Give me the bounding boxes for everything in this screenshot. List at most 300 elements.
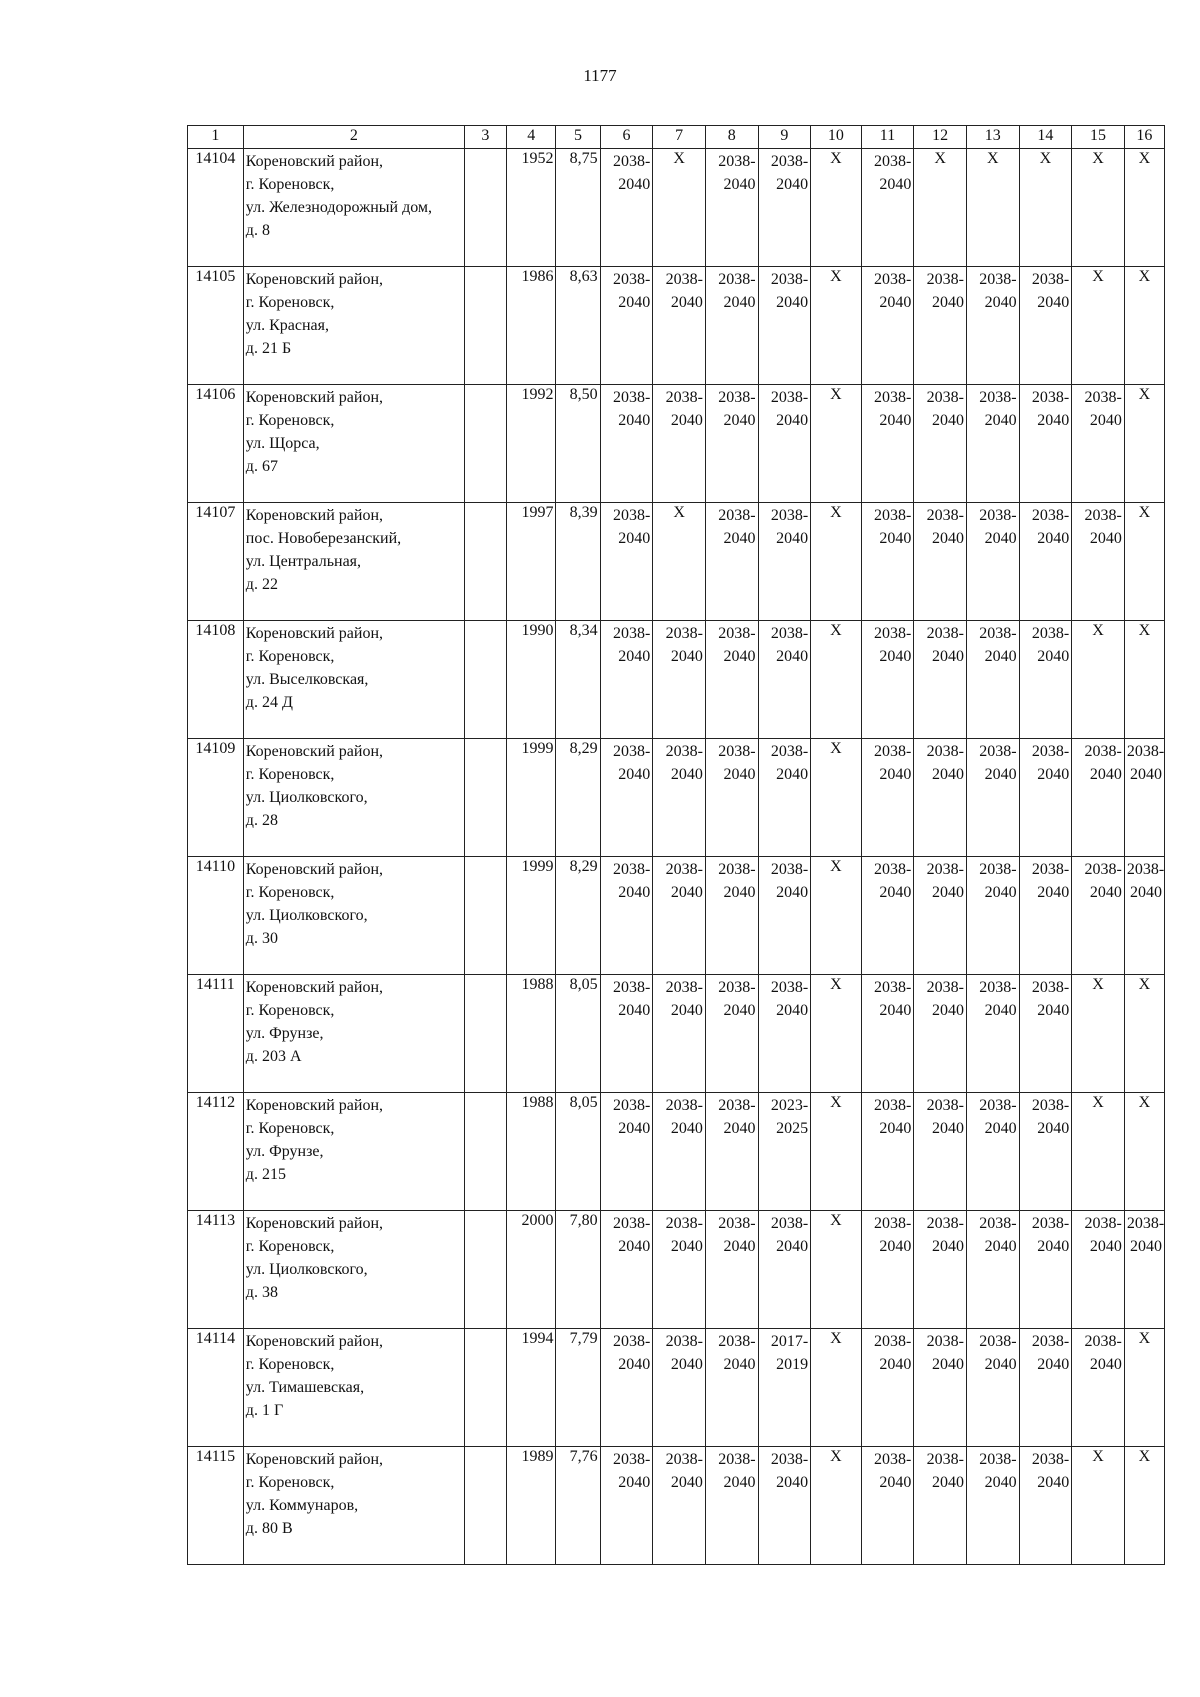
year-range-start: 2038- <box>770 861 809 878</box>
year-range-end: 2040 <box>1089 884 1122 901</box>
column-header: 8 <box>705 126 758 149</box>
year-range-cell <box>861 1447 914 1565</box>
year-range-cell <box>861 857 914 975</box>
year-range-cell <box>1072 503 1125 621</box>
year-range-end: 2040 <box>670 884 703 901</box>
value-cell: 8,75 <box>556 149 600 267</box>
year-range-end: 2040 <box>723 176 756 193</box>
year-range-cell <box>966 621 1019 739</box>
year-range-start: 2038- <box>665 389 703 406</box>
year-range-end: 2040 <box>879 530 912 547</box>
year-range-end: 2040 <box>1089 1238 1122 1255</box>
address-line: г. Кореновск, <box>245 648 335 665</box>
year-range-end: 2040 <box>1037 1002 1070 1019</box>
year-range-cell <box>600 385 653 503</box>
year-range-start: 2038- <box>1031 979 1070 996</box>
year-range-start: 2038- <box>770 625 809 642</box>
year-cell: 1999 <box>506 857 555 975</box>
address-line: Кореновский район, <box>245 1097 384 1114</box>
year-range-cell <box>1019 621 1072 739</box>
year-range-start: 2038- <box>979 1333 1017 1350</box>
year-range-cell <box>1019 267 1072 385</box>
year-range-end: 2040 <box>723 884 756 901</box>
year-range-end: 2040 <box>723 1356 756 1373</box>
row-id: 14107 <box>188 503 244 621</box>
year-range-start: 2038- <box>926 1097 964 1114</box>
address-line: д. 22 <box>245 576 278 593</box>
year-range-end: 2040 <box>1037 766 1070 783</box>
table-row <box>188 1093 1165 1211</box>
address-line: ул. Красная, <box>245 317 329 334</box>
address-cell <box>243 267 464 385</box>
year-range-cell <box>600 503 653 621</box>
year-range-cell <box>914 857 967 975</box>
year-range-end: 2040 <box>670 648 703 665</box>
x-cell: X <box>1124 503 1164 621</box>
x-cell: X <box>1124 621 1164 739</box>
year-range-start: 2038- <box>979 271 1017 288</box>
year-range-start: 2038- <box>612 743 651 760</box>
x-cell: X <box>1124 1329 1164 1447</box>
address-line: г. Кореновск, <box>245 294 335 311</box>
address-line: Кореновский район, <box>245 153 384 170</box>
year-range-cell <box>653 1093 706 1211</box>
year-range-start: 2038- <box>1031 861 1070 878</box>
address-line: ул. Фрунзе, <box>245 1025 324 1042</box>
year-range-cell <box>966 739 1019 857</box>
year-range-cell <box>914 739 967 857</box>
year-range-end: 2040 <box>931 648 964 665</box>
year-range-start: 2038- <box>979 1451 1017 1468</box>
value-cell: 7,79 <box>556 1329 600 1447</box>
year-range-end: 2040 <box>931 1002 964 1019</box>
year-range-cell <box>705 621 758 739</box>
year-range-start: 2038- <box>718 625 756 642</box>
address-line: г. Кореновск, <box>245 1002 335 1019</box>
year-range-cell <box>966 1093 1019 1211</box>
year-range-end: 2040 <box>1089 1356 1122 1373</box>
column-header: 14 <box>1019 126 1072 149</box>
year-range-cell <box>653 621 706 739</box>
year-range-cell <box>758 267 811 385</box>
year-range-end: 2040 <box>879 176 912 193</box>
address-cell <box>243 385 464 503</box>
year-range-cell <box>705 1329 758 1447</box>
year-range-end: 2040 <box>723 294 756 311</box>
year-range-cell <box>600 267 653 385</box>
year-range-cell <box>653 975 706 1093</box>
address-line: Кореновский район, <box>245 507 384 524</box>
year-range-end: 2040 <box>1037 530 1070 547</box>
year-range-cell <box>914 1093 967 1211</box>
year-range-end: 2040 <box>879 1474 912 1491</box>
year-range-end: 2040 <box>776 294 809 311</box>
year-cell: 1992 <box>506 385 555 503</box>
year-range-cell <box>705 267 758 385</box>
row-id: 14106 <box>188 385 244 503</box>
table-body <box>188 149 1165 1565</box>
year-range-end: 2040 <box>984 530 1017 547</box>
year-range-start: 2038- <box>718 861 756 878</box>
year-range-cell <box>758 1329 811 1447</box>
year-range-cell <box>861 503 914 621</box>
year-range-end: 2040 <box>879 294 912 311</box>
year-range-end: 2040 <box>1037 1474 1070 1491</box>
year-range-start: 2038- <box>1031 1333 1070 1350</box>
year-range-start: 2038- <box>612 389 651 406</box>
year-range-cell <box>914 267 967 385</box>
year-range-cell <box>705 975 758 1093</box>
year-range-end: 2040 <box>776 766 809 783</box>
address-line: Кореновский район, <box>245 625 384 642</box>
year-range-start: 2038- <box>926 743 964 760</box>
year-range-end: 2040 <box>1130 766 1162 783</box>
year-range-end: 2040 <box>776 412 809 429</box>
address-cell <box>243 857 464 975</box>
year-range-start: 2038- <box>1031 1215 1070 1232</box>
year-range-cell <box>966 857 1019 975</box>
year-range-end: 2040 <box>931 294 964 311</box>
year-range-start: 2038- <box>926 861 964 878</box>
year-range-start: 2038- <box>718 153 756 170</box>
year-range-start: 2038- <box>979 861 1017 878</box>
x-cell: X <box>1072 267 1125 385</box>
address-line: г. Кореновск, <box>245 884 335 901</box>
year-range-cell <box>653 857 706 975</box>
year-range-start: 2038- <box>770 271 809 288</box>
year-range-cell <box>1019 1447 1072 1565</box>
year-range-start: 2038- <box>926 271 964 288</box>
year-range-cell <box>705 857 758 975</box>
x-cell: X <box>811 857 862 975</box>
year-range-start: 2038- <box>1126 861 1165 878</box>
year-range-start: 2038- <box>1084 389 1122 406</box>
year-range-cell <box>600 1093 653 1211</box>
year-range-end: 2040 <box>984 766 1017 783</box>
x-cell: X <box>811 1211 862 1329</box>
year-cell: 1986 <box>506 267 555 385</box>
year-range-end: 2040 <box>879 1238 912 1255</box>
column-header: 10 <box>811 126 862 149</box>
year-range-cell <box>1072 1211 1125 1329</box>
year-range-end: 2040 <box>931 766 964 783</box>
year-range-start: 2038- <box>612 625 651 642</box>
year-range-start: 2038- <box>1031 271 1070 288</box>
year-cell: 1952 <box>506 149 555 267</box>
address-line: д. 21 Б <box>245 340 292 357</box>
year-cell: 2000 <box>506 1211 555 1329</box>
address-line: ул. Циолковского, <box>245 1261 368 1278</box>
year-range-start: 2038- <box>926 507 964 524</box>
x-cell: X <box>1072 975 1125 1093</box>
column-header: 13 <box>966 126 1019 149</box>
year-range-end: 2040 <box>984 1474 1017 1491</box>
year-range-end: 2040 <box>618 294 651 311</box>
value-cell: 8,50 <box>556 385 600 503</box>
year-range-start: 2038- <box>873 861 912 878</box>
year-range-cell <box>758 1447 811 1565</box>
year-range-end: 2040 <box>723 412 756 429</box>
year-range-end: 2040 <box>670 1356 703 1373</box>
year-range-end: 2040 <box>1037 294 1070 311</box>
x-cell: X <box>1124 385 1164 503</box>
table-row <box>188 621 1165 739</box>
year-range-start: 2038- <box>718 271 756 288</box>
year-range-end: 2040 <box>984 294 1017 311</box>
year-range-cell <box>600 1211 653 1329</box>
address-line: д. 30 <box>245 930 278 947</box>
value-cell: 8,39 <box>556 503 600 621</box>
year-range-start: 2038- <box>926 979 964 996</box>
year-cell: 1997 <box>506 503 555 621</box>
year-range-cell <box>914 1329 967 1447</box>
year-range-start: 2038- <box>979 979 1017 996</box>
x-cell: X <box>811 503 862 621</box>
x-cell: X <box>914 149 967 267</box>
year-range-end: 2040 <box>1089 766 1122 783</box>
year-range-end: 2040 <box>618 1238 651 1255</box>
year-range-end: 2040 <box>984 884 1017 901</box>
x-cell: X <box>1124 149 1164 267</box>
year-range-start: 2038- <box>665 1215 703 1232</box>
col3-cell <box>464 503 506 621</box>
x-cell: X <box>1019 149 1072 267</box>
year-range-start: 2038- <box>718 979 756 996</box>
year-range-end: 2040 <box>670 766 703 783</box>
year-range-start: 2038- <box>1126 743 1165 760</box>
column-header: 12 <box>914 126 967 149</box>
year-range-start: 2038- <box>873 979 912 996</box>
year-range-cell <box>914 975 967 1093</box>
year-range-start: 2038- <box>770 153 809 170</box>
year-range-cell <box>966 385 1019 503</box>
value-cell: 8,29 <box>556 739 600 857</box>
year-range-end: 2040 <box>931 412 964 429</box>
year-range-end: 2040 <box>618 1474 651 1491</box>
year-range-end: 2040 <box>931 1474 964 1491</box>
year-range-end: 2040 <box>776 1474 809 1491</box>
year-range-cell <box>705 1447 758 1565</box>
year-range-cell <box>1019 1093 1072 1211</box>
address-line: Кореновский район, <box>245 271 384 288</box>
year-range-start: 2038- <box>979 1215 1017 1232</box>
year-range-end: 2040 <box>1037 1120 1070 1137</box>
value-cell: 7,80 <box>556 1211 600 1329</box>
year-range-start: 2038- <box>770 1215 809 1232</box>
year-range-start: 2038- <box>1084 1333 1122 1350</box>
address-line: г. Кореновск, <box>245 1120 335 1137</box>
year-range-start: 2038- <box>1031 1451 1070 1468</box>
year-range-end: 2040 <box>723 1120 756 1137</box>
year-range-end: 2040 <box>931 1120 964 1137</box>
year-range-end: 2019 <box>776 1356 809 1373</box>
column-header: 3 <box>464 126 506 149</box>
year-range-cell <box>861 621 914 739</box>
address-cell <box>243 1093 464 1211</box>
year-range-cell <box>861 1329 914 1447</box>
row-id: 14113 <box>188 1211 244 1329</box>
row-id: 14112 <box>188 1093 244 1211</box>
column-header: 16 <box>1124 126 1164 149</box>
table-row <box>188 385 1165 503</box>
year-range-start: 2038- <box>1084 1215 1122 1232</box>
x-cell: X <box>966 149 1019 267</box>
year-range-start: 2038- <box>1084 743 1122 760</box>
data-table <box>187 125 1165 1565</box>
year-range-cell <box>758 1211 811 1329</box>
address-line: д. 215 <box>245 1166 286 1183</box>
value-cell: 7,76 <box>556 1447 600 1565</box>
table-row <box>188 975 1165 1093</box>
year-range-cell <box>600 1329 653 1447</box>
year-range-end: 2040 <box>670 412 703 429</box>
year-range-end: 2040 <box>618 412 651 429</box>
year-range-cell <box>861 739 914 857</box>
address-line: Кореновский район, <box>245 1215 384 1232</box>
table-row <box>188 1447 1165 1565</box>
address-line: ул. Тимашевская, <box>245 1379 365 1396</box>
year-range-start: 2038- <box>873 271 912 288</box>
year-range-cell <box>705 149 758 267</box>
x-cell: X <box>811 975 862 1093</box>
col3-cell <box>464 1329 506 1447</box>
year-range-end: 2040 <box>984 1120 1017 1137</box>
year-range-cell <box>758 739 811 857</box>
year-range-start: 2038- <box>612 1215 651 1232</box>
year-range-cell <box>600 857 653 975</box>
col3-cell <box>464 857 506 975</box>
column-header: 2 <box>243 126 464 149</box>
year-range-end: 2040 <box>1089 412 1122 429</box>
x-cell: X <box>811 267 862 385</box>
column-header: 4 <box>506 126 555 149</box>
year-range-start: 2038- <box>612 153 651 170</box>
year-range-start: 2038- <box>665 1097 703 1114</box>
x-cell: X <box>1124 1447 1164 1565</box>
address-line: г. Кореновск, <box>245 1356 335 1373</box>
year-range-start: 2038- <box>873 389 912 406</box>
year-range-start: 2038- <box>665 979 703 996</box>
year-range-start: 2038- <box>612 1451 651 1468</box>
year-range-cell <box>1124 739 1164 857</box>
x-cell: X <box>1124 267 1164 385</box>
table-row <box>188 1211 1165 1329</box>
year-range-start: 2038- <box>665 743 703 760</box>
year-range-end: 2040 <box>931 530 964 547</box>
address-line: ул. Коммунаров, <box>245 1497 359 1514</box>
year-range-cell <box>1019 1211 1072 1329</box>
year-range-start: 2038- <box>718 743 756 760</box>
value-cell: 8,63 <box>556 267 600 385</box>
year-range-end: 2040 <box>879 412 912 429</box>
address-cell <box>243 503 464 621</box>
year-range-start: 2038- <box>926 1451 964 1468</box>
col3-cell <box>464 621 506 739</box>
address-line: ул. Выселковская, <box>245 671 369 688</box>
address-cell <box>243 1447 464 1565</box>
address-line: Кореновский район, <box>245 861 384 878</box>
year-range-end: 2040 <box>776 648 809 665</box>
year-range-start: 2038- <box>1084 861 1122 878</box>
year-range-end: 2040 <box>1037 412 1070 429</box>
year-range-end: 2040 <box>618 884 651 901</box>
address-line: ул. Циолковского, <box>245 907 368 924</box>
address-line: г. Кореновск, <box>245 1474 335 1491</box>
address-line: д. 67 <box>245 458 278 475</box>
year-range-cell <box>653 267 706 385</box>
year-range-start: 2038- <box>1084 507 1122 524</box>
column-header-row <box>188 126 1165 149</box>
year-range-start: 2038- <box>979 1097 1017 1114</box>
address-line: Кореновский район, <box>245 743 384 760</box>
table-row <box>188 149 1165 267</box>
x-cell: X <box>1072 1093 1125 1211</box>
column-header: 6 <box>600 126 653 149</box>
year-range-start: 2038- <box>873 1215 912 1232</box>
year-range-end: 2040 <box>879 766 912 783</box>
year-range-start: 2017- <box>770 1333 809 1350</box>
year-range-end: 2040 <box>879 1356 912 1373</box>
year-range-start: 2038- <box>873 1333 912 1350</box>
year-range-cell <box>1072 385 1125 503</box>
col3-cell <box>464 739 506 857</box>
address-line: Кореновский район, <box>245 389 384 406</box>
year-range-start: 2038- <box>718 1097 756 1114</box>
address-line: д. 8 <box>245 222 270 239</box>
year-range-end: 2040 <box>984 648 1017 665</box>
x-cell: X <box>811 1329 862 1447</box>
year-range-end: 2040 <box>618 1120 651 1137</box>
year-range-start: 2038- <box>612 507 651 524</box>
year-range-cell <box>600 621 653 739</box>
year-range-cell <box>1019 1329 1072 1447</box>
row-id: 14110 <box>188 857 244 975</box>
year-range-start: 2038- <box>612 1333 651 1350</box>
x-cell: X <box>653 503 706 621</box>
year-range-cell <box>914 1211 967 1329</box>
x-cell: X <box>811 621 862 739</box>
year-range-end: 2040 <box>670 1120 703 1137</box>
year-range-start: 2038- <box>1031 1097 1070 1114</box>
year-range-end: 2040 <box>776 176 809 193</box>
year-range-cell <box>861 1211 914 1329</box>
address-line: г. Кореновск, <box>245 176 335 193</box>
address-line: ул. Центральная, <box>245 553 362 570</box>
year-range-cell <box>758 1093 811 1211</box>
year-range-start: 2038- <box>770 1451 809 1468</box>
year-range-start: 2038- <box>718 389 756 406</box>
year-range-start: 2038- <box>873 1451 912 1468</box>
address-cell <box>243 1211 464 1329</box>
x-cell: X <box>811 385 862 503</box>
year-cell: 1994 <box>506 1329 555 1447</box>
year-range-end: 2040 <box>776 884 809 901</box>
year-range-end: 2040 <box>776 530 809 547</box>
year-range-start: 2038- <box>612 1097 651 1114</box>
year-range-start: 2038- <box>612 271 651 288</box>
year-range-end: 2040 <box>618 1002 651 1019</box>
year-range-end: 2040 <box>723 648 756 665</box>
year-range-start: 2038- <box>665 1333 703 1350</box>
year-range-start: 2038- <box>665 1451 703 1468</box>
year-range-end: 2040 <box>1037 1238 1070 1255</box>
year-range-start: 2038- <box>926 1333 964 1350</box>
year-range-end: 2040 <box>618 1356 651 1373</box>
year-range-start: 2038- <box>612 861 651 878</box>
year-range-start: 2038- <box>873 743 912 760</box>
year-range-end: 2040 <box>1037 884 1070 901</box>
year-range-cell <box>705 1093 758 1211</box>
